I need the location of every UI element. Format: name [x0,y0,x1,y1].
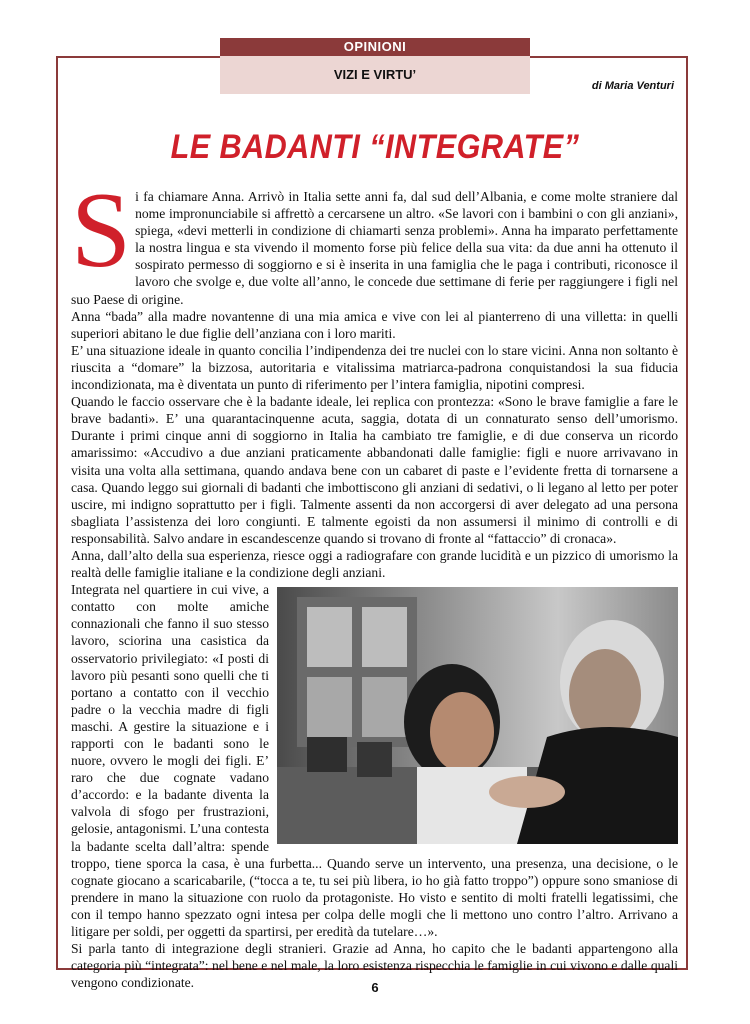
paragraph-3: E’ una situazione ideale in quanto concilia l’indipendenza dei tre nuclei con lo stare vicini. Anna non soltanto è riuscita a “domare” la bizzosa, autoritaria e vitalissima matriarca-padrona conquistandosi la sua fiducia incondizionata, ma è diventata un punto di riferimento per l’intera famiglia, nipotini compresi. [71,342,678,393]
author-byline: di Maria Venturi [591,80,674,92]
column-label: VIZI E VIRTU’ [220,56,530,94]
paragraph-1: i fa chiamare Anna. Arrivò in Italia sette anni fa, dal sud dell’Albania, e come molte straniere dal nome impronunciabile si affrettò a cercarsene un altro. «Se lavori con i bambini o con gli anziani», spiega, «devi metterli in condizione di chiamarti senza problemi». Anna ha imparato perfettamente la nostra lingua e sta vivendo il momento forse più felice della sua vita: da due anni ha ottenuto il sospirato permesso di soggiorno e si è inserita in una famiglia che le paga i contributi, riconosce il lavoro che svolge e, due volte all’anno, le concede due settimane di ferie per raggiungere i figli nel suo Paese di origine. [71,189,678,307]
paragraph-4: Quando le faccio osservare che è la badante ideale, lei replica con prontezza: «Sono le brave famiglie a fare le brave badanti». E’ una quarantacinquenne acuta, saggia, dotata di un connaturato senso dell’umorismo. Durante i primi cinque anni di soggiorno in Italia ha cambiato tre famiglie, e di due conserva un ricordo amarissimo: «Accudivo a due anziani praticamente abbandonati dalle famiglie: figli e nuore arrivavano in visita una volta alla settimana, quando andava bene con un cabaret di paste e l’evidente fretta di tornarsene a casa. Quando leggo sui giornali di badanti che imbottiscono gli anziani di sedativi, o li legano al letto per poter uscire, mi indigno soprattutto per i figli. Talmente assenti da non accorgersi di aver delegato ad una persona sbagliata l’assistenza dei loro congiunti. E talmente egoisti da non assumersi il minimo di controlli e di responsabilità. Salvo andare in escandescenze quando si trovano di fronte al “fattaccio” di cronaca». [71,394,678,546]
paragraph-2: Anna “bada” alla madre novantenne di una mia amica e vive con lei al pianterreno di una villetta: in quelli superiori abitano le due figlie dell’anziana con i loro mariti. [71,308,678,341]
paragraph-7: Si parla tanto di integrazione degli stranieri. Grazie ad Anna, ho capito che le badanti appartengono alla categoria più “integrata”: nel bene e nel male, la loro esistenza rispecchia le famiglie in cui vivono e dalle quali vengono condizionate. [71,941,678,991]
section-label: OPINIONI [220,38,530,56]
article-photo [277,587,678,844]
drop-cap: S [71,171,132,290]
paragraph-5: Anna, dall’alto della sua esperienza, riesce oggi a radiografare con grande lucidità e un pizzico di umorismo la realtà delle famiglie italiane e la condizione degli anziani. [71,547,678,581]
article-title: LE BADANTI “INTEGRATE” [170,128,580,166]
paragraph-6: Integrata nel quartiere in cui vive, a contatto con molte amiche connazionali che fanno il suo stesso lavoro, sciorina una casistica da osservatorio privilegiato: «I posti di lavoro più pesanti sono quelli che ti portano a contatto con il vecchio padre o la vecchia madre di figli maschi. A gestire la situazione e i rapporti con le badanti sono le nuore, ovvero le mogli dei figli. E’ raro che due cognate vadano d’accordo: e la badante diventa la valvola di sfogo per frustrazioni, gelosie, antagonismi. L’una contesta la badante scelta dall’altra: spende troppo, tiene sporca la casa, è una furbetta... Quando serve un intervento, una presenza, una decisione, o le cognate giocano a scaricabarile, (“tocca a te, tu sei più libera, io ho già fatto troppo”) oppure sono smaniose di prendere in mano la situazione con ruolo da protagoniste. Ho visto e sentito di molti fratelli legatissimi, che con il tempo hanno spezzato ogni intesa per colpa delle mogli che li mettono uno contro l’altro. Arrivano a litigare per soldi, per oggetti da spartirsi, per eredità da tutelare…». [71,582,678,940]
page-number: 6 [371,980,379,995]
article-body [71,171,678,991]
photo-image [277,587,678,844]
